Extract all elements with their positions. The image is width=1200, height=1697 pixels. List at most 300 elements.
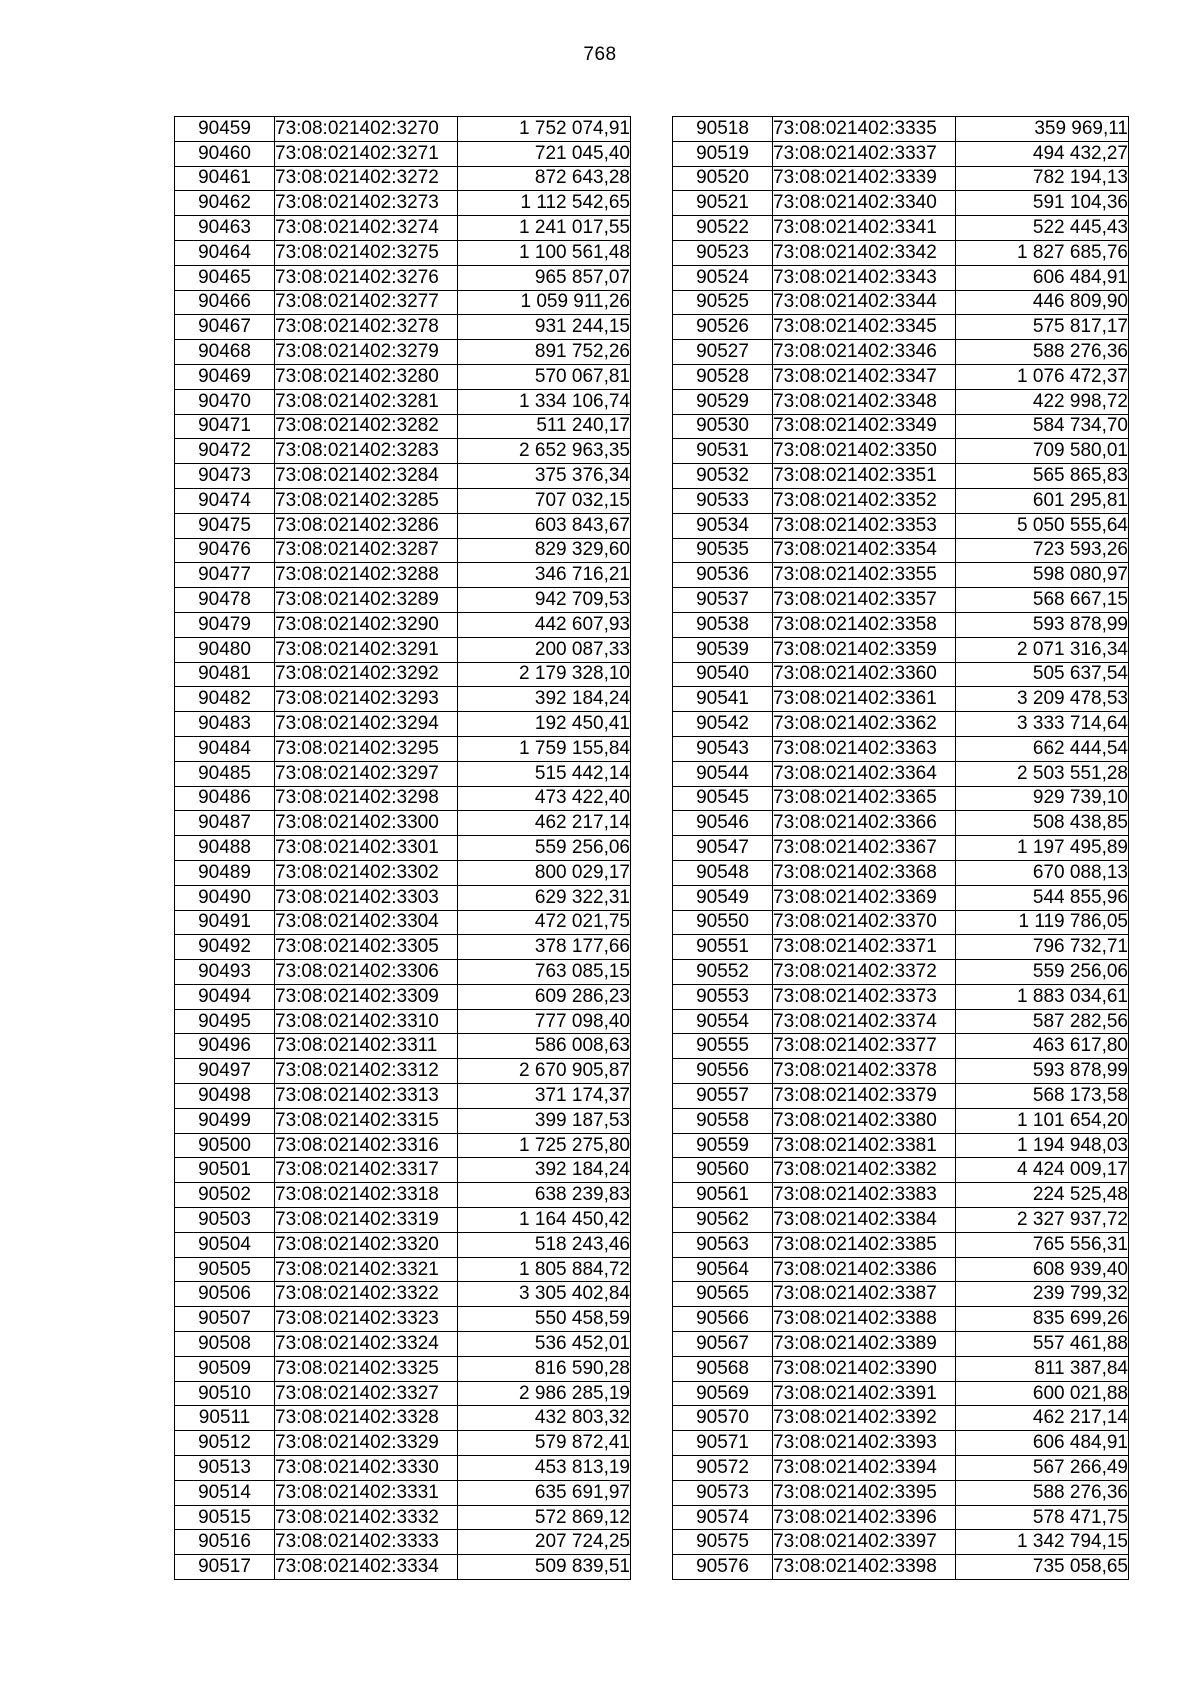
value-cell: 1 164 450,42 — [458, 1208, 631, 1233]
value-cell: 239 799,32 — [956, 1282, 1129, 1307]
table-row — [175, 662, 631, 687]
value-cell: 575 817,17 — [956, 315, 1129, 340]
table-row — [175, 439, 631, 464]
cadastral-number-cell: 73:08:021402:3306 — [275, 960, 458, 985]
row-number-cell: 90549 — [673, 885, 773, 910]
table-row — [175, 563, 631, 588]
value-cell: 453 813,19 — [458, 1456, 631, 1481]
table-row — [175, 340, 631, 365]
row-number-cell: 90566 — [673, 1307, 773, 1332]
table-row — [175, 1406, 631, 1431]
cadastral-number-cell: 73:08:021402:3302 — [275, 860, 458, 885]
table-row — [175, 364, 631, 389]
row-number-cell: 90500 — [175, 1133, 275, 1158]
value-cell: 662 444,54 — [956, 736, 1129, 761]
cadastral-number-cell: 73:08:021402:3387 — [773, 1282, 956, 1307]
table-row — [175, 1133, 631, 1158]
value-cell: 601 295,81 — [956, 488, 1129, 513]
value-cell: 568 173,58 — [956, 1084, 1129, 1109]
row-number-cell: 90466 — [175, 290, 275, 315]
cadastral-number-cell: 73:08:021402:3377 — [773, 1034, 956, 1059]
value-cell: 891 752,26 — [458, 340, 631, 365]
table-row — [673, 191, 1129, 216]
cadastral-number-cell: 73:08:021402:3297 — [275, 761, 458, 786]
value-cell: 559 256,06 — [956, 960, 1129, 985]
row-number-cell: 90491 — [175, 910, 275, 935]
cadastral-number-cell: 73:08:021402:3397 — [773, 1530, 956, 1555]
value-cell: 446 809,90 — [956, 290, 1129, 315]
table-row — [175, 1183, 631, 1208]
table-row — [175, 1356, 631, 1381]
row-number-cell: 90473 — [175, 464, 275, 489]
row-number-cell: 90528 — [673, 364, 773, 389]
row-number-cell: 90521 — [673, 191, 773, 216]
table-row — [673, 464, 1129, 489]
row-number-cell: 90523 — [673, 240, 773, 265]
value-cell: 782 194,13 — [956, 166, 1129, 191]
row-number-cell: 90496 — [175, 1034, 275, 1059]
row-number-cell: 90476 — [175, 538, 275, 563]
table-row — [175, 464, 631, 489]
value-cell: 462 217,14 — [458, 811, 631, 836]
cadastral-number-cell: 73:08:021402:3383 — [773, 1183, 956, 1208]
row-number-cell: 90497 — [175, 1059, 275, 1084]
table-row — [673, 811, 1129, 836]
row-number-cell: 90492 — [175, 935, 275, 960]
value-cell: 765 556,31 — [956, 1232, 1129, 1257]
row-number-cell: 90545 — [673, 786, 773, 811]
value-cell: 2 652 963,35 — [458, 439, 631, 464]
cadastral-number-cell: 73:08:021402:3378 — [773, 1059, 956, 1084]
table-row — [175, 513, 631, 538]
table-row — [673, 439, 1129, 464]
value-cell: 598 080,97 — [956, 563, 1129, 588]
cadastral-number-cell: 73:08:021402:3354 — [773, 538, 956, 563]
table-row — [673, 662, 1129, 687]
value-cell: 200 087,33 — [458, 637, 631, 662]
value-cell: 584 734,70 — [956, 414, 1129, 439]
row-number-cell: 90510 — [175, 1381, 275, 1406]
table-row — [175, 1084, 631, 1109]
table-row — [175, 414, 631, 439]
cadastral-number-cell: 73:08:021402:3333 — [275, 1530, 458, 1555]
row-number-cell: 90499 — [175, 1108, 275, 1133]
cadastral-number-cell: 73:08:021402:3398 — [773, 1555, 956, 1580]
cadastral-number-cell: 73:08:021402:3287 — [275, 538, 458, 563]
table-row — [175, 712, 631, 737]
table-row — [175, 1381, 631, 1406]
value-cell: 207 724,25 — [458, 1530, 631, 1555]
value-cell: 872 643,28 — [458, 166, 631, 191]
value-cell: 763 085,15 — [458, 960, 631, 985]
row-number-cell: 90486 — [175, 786, 275, 811]
value-cell: 578 471,75 — [956, 1505, 1129, 1530]
cadastral-number-cell: 73:08:021402:3293 — [275, 687, 458, 712]
table-row — [175, 1059, 631, 1084]
table-row — [175, 1456, 631, 1481]
cadastral-number-cell: 73:08:021402:3396 — [773, 1505, 956, 1530]
value-cell: 629 322,31 — [458, 885, 631, 910]
table-row — [175, 736, 631, 761]
cadastral-number-cell: 73:08:021402:3352 — [773, 488, 956, 513]
value-cell: 544 855,96 — [956, 885, 1129, 910]
value-cell: 2 670 905,87 — [458, 1059, 631, 1084]
cadastral-number-cell: 73:08:021402:3270 — [275, 117, 458, 142]
table-row — [673, 860, 1129, 885]
row-number-cell: 90538 — [673, 612, 773, 637]
table-row — [175, 811, 631, 836]
table-row — [673, 265, 1129, 290]
table-row — [673, 984, 1129, 1009]
cadastral-number-cell: 73:08:021402:3372 — [773, 960, 956, 985]
row-number-cell: 90562 — [673, 1208, 773, 1233]
cadastral-number-cell: 73:08:021402:3301 — [275, 836, 458, 861]
table-row — [175, 290, 631, 315]
table-row — [673, 141, 1129, 166]
row-number-cell: 90559 — [673, 1133, 773, 1158]
cadastral-number-cell: 73:08:021402:3278 — [275, 315, 458, 340]
cadastral-number-cell: 73:08:021402:3366 — [773, 811, 956, 836]
cadastral-number-cell: 73:08:021402:3384 — [773, 1208, 956, 1233]
row-number-cell: 90502 — [175, 1183, 275, 1208]
row-number-cell: 90489 — [175, 860, 275, 885]
cadastral-number-cell: 73:08:021402:3324 — [275, 1332, 458, 1357]
cadastral-number-cell: 73:08:021402:3309 — [275, 984, 458, 1009]
cadastral-number-cell: 73:08:021402:3276 — [275, 265, 458, 290]
value-cell: 442 607,93 — [458, 612, 631, 637]
row-number-cell: 90515 — [175, 1505, 275, 1530]
cadastral-number-cell: 73:08:021402:3349 — [773, 414, 956, 439]
cadastral-number-cell: 73:08:021402:3290 — [275, 612, 458, 637]
value-cell: 550 458,59 — [458, 1307, 631, 1332]
table-row — [175, 588, 631, 613]
row-number-cell: 90558 — [673, 1108, 773, 1133]
table-row — [175, 117, 631, 142]
table-row — [175, 860, 631, 885]
value-cell: 635 691,97 — [458, 1480, 631, 1505]
row-number-cell: 90535 — [673, 538, 773, 563]
row-number-cell: 90534 — [673, 513, 773, 538]
value-cell: 1 805 884,72 — [458, 1257, 631, 1282]
row-number-cell: 90495 — [175, 1009, 275, 1034]
value-cell: 721 045,40 — [458, 141, 631, 166]
table-row — [175, 166, 631, 191]
value-cell: 1 076 472,37 — [956, 364, 1129, 389]
cadastral-number-cell: 73:08:021402:3311 — [275, 1034, 458, 1059]
row-number-cell: 90482 — [175, 687, 275, 712]
cadastral-number-cell: 73:08:021402:3281 — [275, 389, 458, 414]
value-cell: 359 969,11 — [956, 117, 1129, 142]
value-cell: 2 503 551,28 — [956, 761, 1129, 786]
value-cell: 567 266,49 — [956, 1456, 1129, 1481]
row-number-cell: 90467 — [175, 315, 275, 340]
cadastral-number-cell: 73:08:021402:3283 — [275, 439, 458, 464]
row-number-cell: 90485 — [175, 761, 275, 786]
row-number-cell: 90560 — [673, 1158, 773, 1183]
table-row — [175, 1257, 631, 1282]
value-cell: 586 008,63 — [458, 1034, 631, 1059]
table-row — [673, 761, 1129, 786]
table-row — [175, 935, 631, 960]
value-cell: 2 179 328,10 — [458, 662, 631, 687]
value-cell: 1 342 794,15 — [956, 1530, 1129, 1555]
row-number-cell: 90488 — [175, 836, 275, 861]
cadastral-number-cell: 73:08:021402:3332 — [275, 1505, 458, 1530]
row-number-cell: 90572 — [673, 1456, 773, 1481]
row-number-cell: 90533 — [673, 488, 773, 513]
row-number-cell: 90490 — [175, 885, 275, 910]
cadastral-number-cell: 73:08:021402:3390 — [773, 1356, 956, 1381]
page-number: 768 — [583, 44, 617, 65]
table-row — [673, 216, 1129, 241]
table-row — [673, 1158, 1129, 1183]
table-row — [175, 488, 631, 513]
value-cell: 570 067,81 — [458, 364, 631, 389]
cadastral-number-cell: 73:08:021402:3371 — [773, 935, 956, 960]
cadastral-number-cell: 73:08:021402:3348 — [773, 389, 956, 414]
table-row — [673, 935, 1129, 960]
cadastral-number-cell: 73:08:021402:3394 — [773, 1456, 956, 1481]
row-number-cell: 90539 — [673, 637, 773, 662]
table-row — [673, 1406, 1129, 1431]
value-cell: 777 098,40 — [458, 1009, 631, 1034]
cadastral-number-cell: 73:08:021402:3313 — [275, 1084, 458, 1109]
row-number-cell: 90570 — [673, 1406, 773, 1431]
value-cell: 723 593,26 — [956, 538, 1129, 563]
table-row — [673, 687, 1129, 712]
table-row — [673, 1480, 1129, 1505]
row-number-cell: 90470 — [175, 389, 275, 414]
value-cell: 593 878,99 — [956, 1059, 1129, 1084]
value-cell: 1 194 948,03 — [956, 1133, 1129, 1158]
row-number-cell: 90544 — [673, 761, 773, 786]
table-row — [175, 1555, 631, 1580]
table-row — [175, 1232, 631, 1257]
value-cell: 707 032,15 — [458, 488, 631, 513]
row-number-cell: 90505 — [175, 1257, 275, 1282]
cadastral-number-cell: 73:08:021402:3316 — [275, 1133, 458, 1158]
cadastral-number-cell: 73:08:021402:3331 — [275, 1480, 458, 1505]
row-number-cell: 90574 — [673, 1505, 773, 1530]
cadastral-number-cell: 73:08:021402:3367 — [773, 836, 956, 861]
row-number-cell: 90553 — [673, 984, 773, 1009]
row-number-cell: 90557 — [673, 1084, 773, 1109]
value-cell: 591 104,36 — [956, 191, 1129, 216]
cadastral-number-cell: 73:08:021402:3315 — [275, 1108, 458, 1133]
value-cell: 572 869,12 — [458, 1505, 631, 1530]
cadastral-number-cell: 73:08:021402:3342 — [773, 240, 956, 265]
row-number-cell: 90475 — [175, 513, 275, 538]
value-cell: 536 452,01 — [458, 1332, 631, 1357]
row-number-cell: 90529 — [673, 389, 773, 414]
table-row — [175, 1034, 631, 1059]
cadastral-number-cell: 73:08:021402:3386 — [773, 1257, 956, 1282]
value-cell: 588 276,36 — [956, 1480, 1129, 1505]
cadastral-number-cell: 73:08:021402:3304 — [275, 910, 458, 935]
cadastral-number-cell: 73:08:021402:3350 — [773, 439, 956, 464]
cadastral-number-cell: 73:08:021402:3317 — [275, 1158, 458, 1183]
value-cell: 1 101 654,20 — [956, 1108, 1129, 1133]
cadastral-number-cell: 73:08:021402:3327 — [275, 1381, 458, 1406]
table-row — [673, 364, 1129, 389]
row-number-cell: 90531 — [673, 439, 773, 464]
table-row — [673, 1059, 1129, 1084]
row-number-cell: 90472 — [175, 439, 275, 464]
cadastral-number-cell: 73:08:021402:3328 — [275, 1406, 458, 1431]
value-cell: 600 021,88 — [956, 1381, 1129, 1406]
value-cell: 800 029,17 — [458, 860, 631, 885]
table-row — [673, 563, 1129, 588]
row-number-cell: 90530 — [673, 414, 773, 439]
table-row — [175, 612, 631, 637]
table-row — [175, 910, 631, 935]
value-cell: 638 239,83 — [458, 1183, 631, 1208]
row-number-cell: 90503 — [175, 1208, 275, 1233]
cadastral-number-cell: 73:08:021402:3292 — [275, 662, 458, 687]
table-row — [175, 761, 631, 786]
value-cell: 670 088,13 — [956, 860, 1129, 885]
cadastral-number-cell: 73:08:021402:3395 — [773, 1480, 956, 1505]
cadastral-number-cell: 73:08:021402:3323 — [275, 1307, 458, 1332]
table-row — [175, 885, 631, 910]
cadastral-number-cell: 73:08:021402:3346 — [773, 340, 956, 365]
row-number-cell: 90546 — [673, 811, 773, 836]
value-cell: 1 827 685,76 — [956, 240, 1129, 265]
cadastral-number-cell: 73:08:021402:3271 — [275, 141, 458, 166]
value-cell: 1 334 106,74 — [458, 389, 631, 414]
cadastral-number-cell: 73:08:021402:3364 — [773, 761, 956, 786]
row-number-cell: 90547 — [673, 836, 773, 861]
cadastral-number-cell: 73:08:021402:3362 — [773, 712, 956, 737]
row-number-cell: 90471 — [175, 414, 275, 439]
cadastral-number-cell: 73:08:021402:3334 — [275, 1555, 458, 1580]
cadastral-number-cell: 73:08:021402:3305 — [275, 935, 458, 960]
table-row — [175, 191, 631, 216]
cadastral-number-cell: 73:08:021402:3286 — [275, 513, 458, 538]
value-cell: 509 839,51 — [458, 1555, 631, 1580]
value-cell: 593 878,99 — [956, 612, 1129, 637]
table-row — [175, 216, 631, 241]
row-number-cell: 90575 — [673, 1530, 773, 1555]
row-number-cell: 90551 — [673, 935, 773, 960]
row-number-cell: 90561 — [673, 1183, 773, 1208]
row-number-cell: 90506 — [175, 1282, 275, 1307]
row-number-cell: 90556 — [673, 1059, 773, 1084]
row-number-cell: 90460 — [175, 141, 275, 166]
row-number-cell: 90459 — [175, 117, 275, 142]
row-number-cell: 90564 — [673, 1257, 773, 1282]
table-row — [673, 315, 1129, 340]
value-cell: 508 438,85 — [956, 811, 1129, 836]
row-number-cell: 90469 — [175, 364, 275, 389]
cadastral-number-cell: 73:08:021402:3374 — [773, 1009, 956, 1034]
value-cell: 378 177,66 — [458, 935, 631, 960]
table-row — [673, 1257, 1129, 1282]
value-cell: 565 865,83 — [956, 464, 1129, 489]
value-cell: 5 050 555,64 — [956, 513, 1129, 538]
value-cell: 3 209 478,53 — [956, 687, 1129, 712]
cadastral-number-cell: 73:08:021402:3340 — [773, 191, 956, 216]
table-row — [175, 240, 631, 265]
table-row — [673, 1133, 1129, 1158]
row-number-cell: 90493 — [175, 960, 275, 985]
table-row — [673, 414, 1129, 439]
cadastral-number-cell: 73:08:021402:3391 — [773, 1381, 956, 1406]
cadastral-number-cell: 73:08:021402:3325 — [275, 1356, 458, 1381]
row-number-cell: 90461 — [175, 166, 275, 191]
row-number-cell: 90516 — [175, 1530, 275, 1555]
cadastral-number-cell: 73:08:021402:3393 — [773, 1431, 956, 1456]
cadastral-number-cell: 73:08:021402:3285 — [275, 488, 458, 513]
table-row — [175, 1158, 631, 1183]
cadastral-number-cell: 73:08:021402:3392 — [773, 1406, 956, 1431]
value-cell: 829 329,60 — [458, 538, 631, 563]
table-row — [673, 885, 1129, 910]
cadastral-number-cell: 73:08:021402:3385 — [773, 1232, 956, 1257]
row-number-cell: 90563 — [673, 1232, 773, 1257]
cadastral-number-cell: 73:08:021402:3279 — [275, 340, 458, 365]
row-number-cell: 90501 — [175, 1158, 275, 1183]
cadastral-number-cell: 73:08:021402:3368 — [773, 860, 956, 885]
value-cell: 835 699,26 — [956, 1307, 1129, 1332]
table-row — [673, 117, 1129, 142]
table-row — [673, 1108, 1129, 1133]
row-number-cell: 90487 — [175, 811, 275, 836]
row-number-cell: 90462 — [175, 191, 275, 216]
row-number-cell: 90548 — [673, 860, 773, 885]
value-cell: 422 998,72 — [956, 389, 1129, 414]
cadastral-number-cell: 73:08:021402:3303 — [275, 885, 458, 910]
value-cell: 796 732,71 — [956, 935, 1129, 960]
value-cell: 473 422,40 — [458, 786, 631, 811]
value-cell: 2 071 316,34 — [956, 637, 1129, 662]
row-number-cell: 90536 — [673, 563, 773, 588]
table-row — [673, 1555, 1129, 1580]
value-cell: 735 058,65 — [956, 1555, 1129, 1580]
table-row — [673, 910, 1129, 935]
value-cell: 224 525,48 — [956, 1183, 1129, 1208]
value-cell: 811 387,84 — [956, 1356, 1129, 1381]
table-row — [175, 836, 631, 861]
table-row — [673, 1009, 1129, 1034]
cadastral-number-cell: 73:08:021402:3380 — [773, 1108, 956, 1133]
value-cell: 1 197 495,89 — [956, 836, 1129, 861]
value-cell: 559 256,06 — [458, 836, 631, 861]
value-cell: 709 580,01 — [956, 439, 1129, 464]
table-row — [673, 340, 1129, 365]
cadastral-number-cell: 73:08:021402:3320 — [275, 1232, 458, 1257]
row-number-cell: 90543 — [673, 736, 773, 761]
value-cell: 1 241 017,55 — [458, 216, 631, 241]
value-cell: 192 450,41 — [458, 712, 631, 737]
cadastral-number-cell: 73:08:021402:3357 — [773, 588, 956, 613]
table-row — [673, 836, 1129, 861]
cadastral-number-cell: 73:08:021402:3280 — [275, 364, 458, 389]
cadastral-number-cell: 73:08:021402:3379 — [773, 1084, 956, 1109]
table-row — [175, 389, 631, 414]
value-cell: 3 333 714,64 — [956, 712, 1129, 737]
row-number-cell: 90465 — [175, 265, 275, 290]
row-number-cell: 90514 — [175, 1480, 275, 1505]
cadastral-number-cell: 73:08:021402:3365 — [773, 786, 956, 811]
cadastral-number-cell: 73:08:021402:3275 — [275, 240, 458, 265]
value-cell: 518 243,46 — [458, 1232, 631, 1257]
row-number-cell: 90512 — [175, 1431, 275, 1456]
table-row — [673, 1183, 1129, 1208]
table-row — [175, 1307, 631, 1332]
value-cell: 603 843,67 — [458, 513, 631, 538]
value-cell: 392 184,24 — [458, 687, 631, 712]
